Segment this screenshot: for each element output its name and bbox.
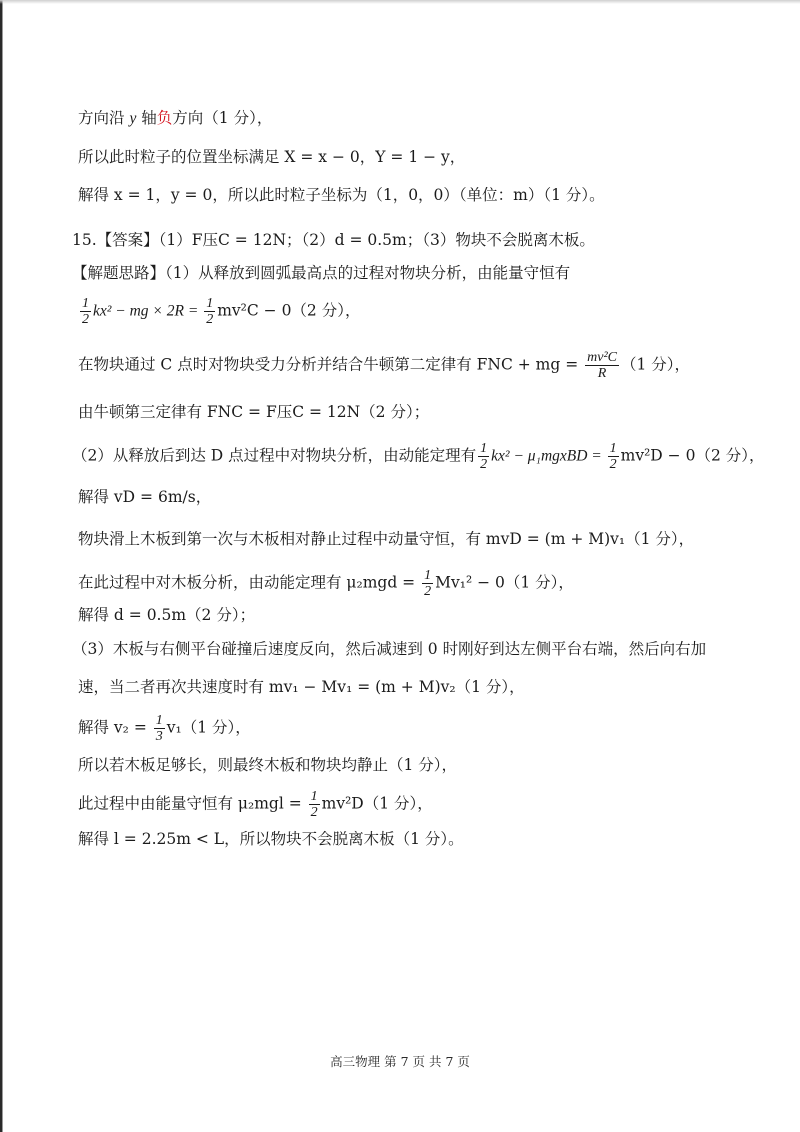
- fraction-den: 2: [424, 584, 432, 599]
- line-d: 解得 d = 0.5m（2 分）；: [78, 606, 256, 624]
- board-energy-pre: 在此过程中对木板分析，由动能定理有 μ₂mgd =: [78, 573, 421, 592]
- part2-mid: kx² − μ₁mgxBD =: [491, 447, 606, 465]
- v2-pre: 解得 v₂ =: [78, 718, 152, 737]
- line-newton3: 由牛顿第三定律有 FNC = F压C = 12N（2 分）；: [78, 403, 430, 421]
- part2-post: mv²D − 0（2 分），: [620, 446, 765, 465]
- line-3: 解得 x = 1，y = 0，所以此时粒子坐标为（1，0，0）（单位：m）（1 分）。: [78, 186, 605, 204]
- fraction: [204, 296, 215, 327]
- fraction: [309, 789, 320, 820]
- fraction: [154, 713, 165, 744]
- final-energy-pre: 此过程中由能量守恒有 μ₂mgl =: [78, 794, 307, 813]
- fraction-den: 3: [155, 729, 163, 744]
- line-energy-eq: [78, 296, 360, 327]
- line-board-energy: [78, 568, 574, 599]
- scan-top-edge: [0, 0, 800, 4]
- line-1-text-c: 轴: [136, 109, 157, 127]
- line-momentum: 物块滑上木板到第一次与木板相对静止过程中动量守恒，有 mvD = (m + M)v₁（1 分），: [78, 530, 695, 548]
- energy-eq-mid: kx² − mg × 2R =: [93, 302, 203, 320]
- fraction-den: 2: [310, 805, 318, 820]
- line-vd: 解得 vD = 6m/s，: [78, 488, 212, 506]
- highlight-negative: 负: [156, 109, 173, 127]
- newton2-pre: 在物块通过 C 点时对物块受力分析并结合牛顿第二定律有 FNC + mg =: [78, 355, 584, 374]
- line-part2: [72, 441, 764, 472]
- page-footer: 高三物理 第 7 页 共 7 页: [330, 1054, 470, 1069]
- v2-post: v₁（1 分），: [166, 718, 251, 737]
- board-energy-post: Mv₁² − 0（1 分），: [435, 573, 574, 592]
- line-part3: （3）木板与右侧平台碰撞后速度反向，然后减速到 0 时刚好到达左侧平台右端，然后向右加: [72, 640, 707, 658]
- fraction-den: 2: [206, 312, 214, 327]
- answer-line: 15.【答案】（1）F压C = 12N；（2）d = 0.5m；（3）物块不会脱离木板。: [72, 231, 595, 249]
- scan-left-edge: [0, 0, 6, 1132]
- line-1: [78, 107, 272, 130]
- newton2-post: （1 分），: [620, 355, 691, 374]
- line-2: 所以此时粒子的位置坐标满足 X = x − 0，Y = 1 − y，: [78, 148, 466, 166]
- fraction: [608, 441, 619, 472]
- fraction: [80, 296, 91, 327]
- part2-pre: （2）从释放后到达 D 点过程中对物块分析，由动能定理有: [72, 446, 477, 465]
- fraction-den: 2: [480, 457, 488, 472]
- final-energy-post: mv²D（1 分），: [321, 794, 433, 813]
- fraction-den: R: [597, 366, 607, 381]
- fraction: [422, 568, 433, 599]
- fraction-num: mv²C: [587, 350, 617, 365]
- line-1-text-a: 方向沿: [78, 109, 130, 127]
- line-part3-cont: 速，当二者再次共速度时有 mv₁ − Mv₁ = (m + M)v₂（1 分），: [78, 678, 525, 696]
- fraction-num: 1: [480, 441, 488, 456]
- fraction-num: 1: [82, 296, 89, 311]
- fraction-num: 1: [206, 296, 214, 311]
- fraction: [585, 350, 619, 381]
- fraction-den: 2: [82, 312, 89, 327]
- line-static: 所以若木板足够长，则最终木板和物块均静止（1 分），: [78, 756, 458, 774]
- fraction-num: 1: [424, 568, 432, 583]
- line-final-energy: [78, 789, 433, 820]
- fraction-den: 2: [609, 457, 617, 472]
- solution-heading: 【解题思路】（1）从释放到圆弧最高点的过程对物块分析，由能量守恒有: [72, 264, 571, 282]
- fraction-num: 1: [155, 713, 163, 728]
- line-1-var-y: y: [129, 110, 137, 127]
- fraction: [478, 441, 489, 472]
- line-1-text-d: 方向（1 分），: [172, 109, 273, 127]
- line-newton2: [78, 350, 690, 381]
- line-conclusion: 解得 l = 2.25m < L，所以物块不会脱离木板（1 分）。: [78, 830, 464, 848]
- line-v2: [78, 713, 251, 744]
- fraction-num: 1: [310, 789, 318, 804]
- energy-eq-post: mv²C − 0（2 分），: [217, 301, 361, 320]
- fraction-num: 1: [609, 441, 617, 456]
